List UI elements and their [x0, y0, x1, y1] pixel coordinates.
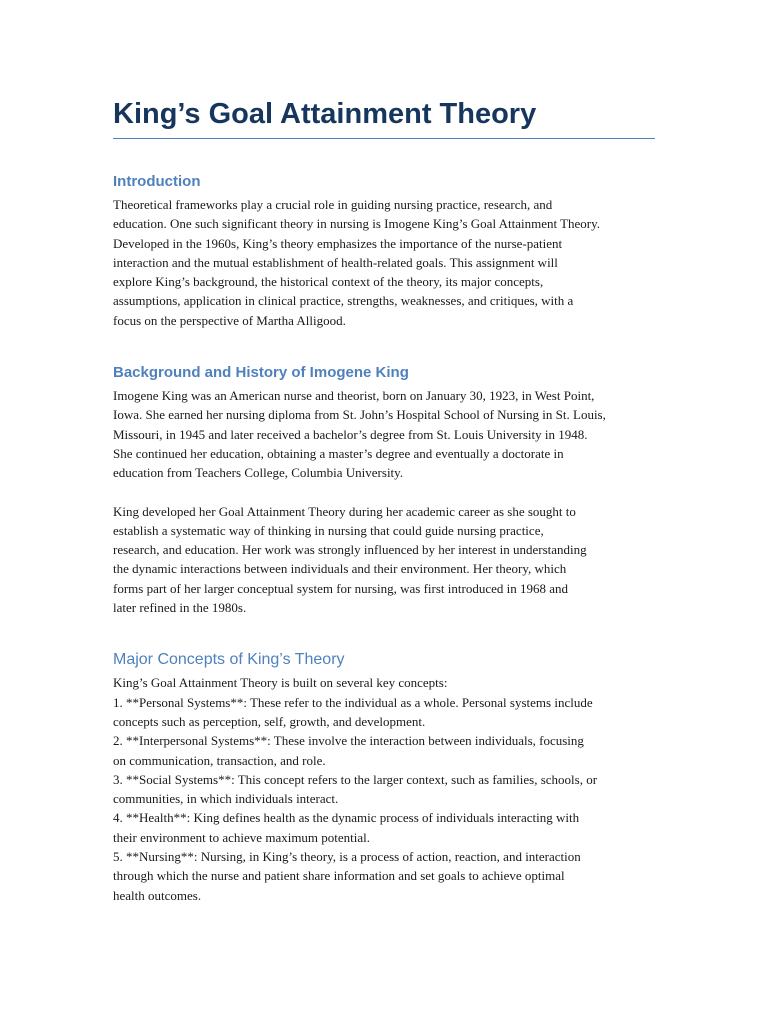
- text-line: explore King’s background, the historical context of the theory, its major concepts,: [113, 274, 544, 290]
- text-line: forms part of her larger conceptual system for nursing, was first introduced in 1968 and: [113, 580, 568, 596]
- list-item-social-systems: 3. **Social Systems**: This concept refers to the larger context, such as families, schools, or: [113, 771, 598, 787]
- text-line: Imogene King was an American nurse and theorist, born on January 30, 1923, in West Point,: [113, 388, 595, 404]
- text-line: Iowa. She earned her nursing diploma from St. John’s Hospital School of Nursing in St. Louis,: [113, 407, 606, 423]
- text-line: on communication, transaction, and role.: [113, 752, 326, 768]
- text-line: King’s Goal Attainment Theory is built on several key concepts:: [113, 675, 448, 691]
- section-heading-background: Background and History of Imogene King: [113, 364, 409, 382]
- text-line: Theoretical frameworks play a crucial role in guiding nursing practice, research, and: [113, 197, 553, 212]
- paragraph-background-2: [113, 502, 655, 618]
- text-line: through which the nurse and patient share information and set goals to achieve optimal: [113, 868, 565, 884]
- paragraph-major-concepts: [113, 673, 655, 905]
- paragraph-background-1: [113, 386, 655, 482]
- text-line: interaction and the mutual establishment of health-related goals. This assignment will: [113, 254, 558, 270]
- list-item-personal-systems: 1. **Personal Systems**: These refer to the individual as a whole. Personal systems include: [113, 694, 593, 710]
- paragraph-introduction: [113, 195, 655, 330]
- list-item-nursing: 5. **Nursing**: Nursing, in King’s theory, is a process of action, reaction, and interaction: [113, 849, 581, 865]
- text-line: establish a systematic way of thinking in nursing that could guide nursing practice,: [113, 522, 544, 538]
- section-heading-major-concepts: Major Concepts of King’s Theory: [113, 651, 345, 669]
- text-line: research, and education. Her work was strongly influenced by her interest in understanding: [113, 542, 587, 558]
- text-line: their environment to achieve maximum potential.: [113, 829, 371, 845]
- list-item-interpersonal-systems: 2. **Interpersonal Systems**: These involve the interaction between individuals, focusing: [113, 733, 584, 749]
- text-line: the dynamic interactions between individuals and their environment. Her theory, which: [113, 561, 567, 577]
- section-heading-introduction: Introduction: [113, 173, 201, 190]
- text-line: focus on the perspective of Martha Alligood.: [113, 312, 346, 328]
- text-line: health outcomes.: [113, 887, 202, 903]
- text-line: education from Teachers College, Columbia University.: [113, 465, 404, 481]
- text-line: King developed her Goal Attainment Theory during her academic career as she sought to: [113, 503, 576, 519]
- list-item-health: 4. **Health**: King defines health as the dynamic process of individuals interacting with: [113, 810, 580, 826]
- text-line: education. One such significant theory in nursing is Imogene King’s Goal Attainment Theory.: [113, 216, 601, 232]
- text-line: concepts such as perception, self, growth, and development.: [113, 713, 426, 729]
- text-line: She continued her education, obtaining a master’s degree and eventually a doctorate in: [113, 445, 564, 461]
- text-line: Missouri, in 1945 and later received a bachelor’s degree from St. Louis University in 1948.: [113, 426, 588, 442]
- title-underline: [113, 138, 655, 139]
- text-line: Developed in the 1960s, King’s theory emphasizes the importance of the nurse-patient: [113, 235, 563, 251]
- document-title: King’s Goal Attainment Theory: [113, 98, 537, 130]
- text-line: communities, in which individuals interact.: [113, 791, 339, 807]
- document-page: [113, 0, 655, 905]
- text-line: later refined in the 1980s.: [113, 600, 247, 616]
- text-line: assumptions, application in clinical practice, strengths, weaknesses, and critiques, with a: [113, 293, 574, 309]
